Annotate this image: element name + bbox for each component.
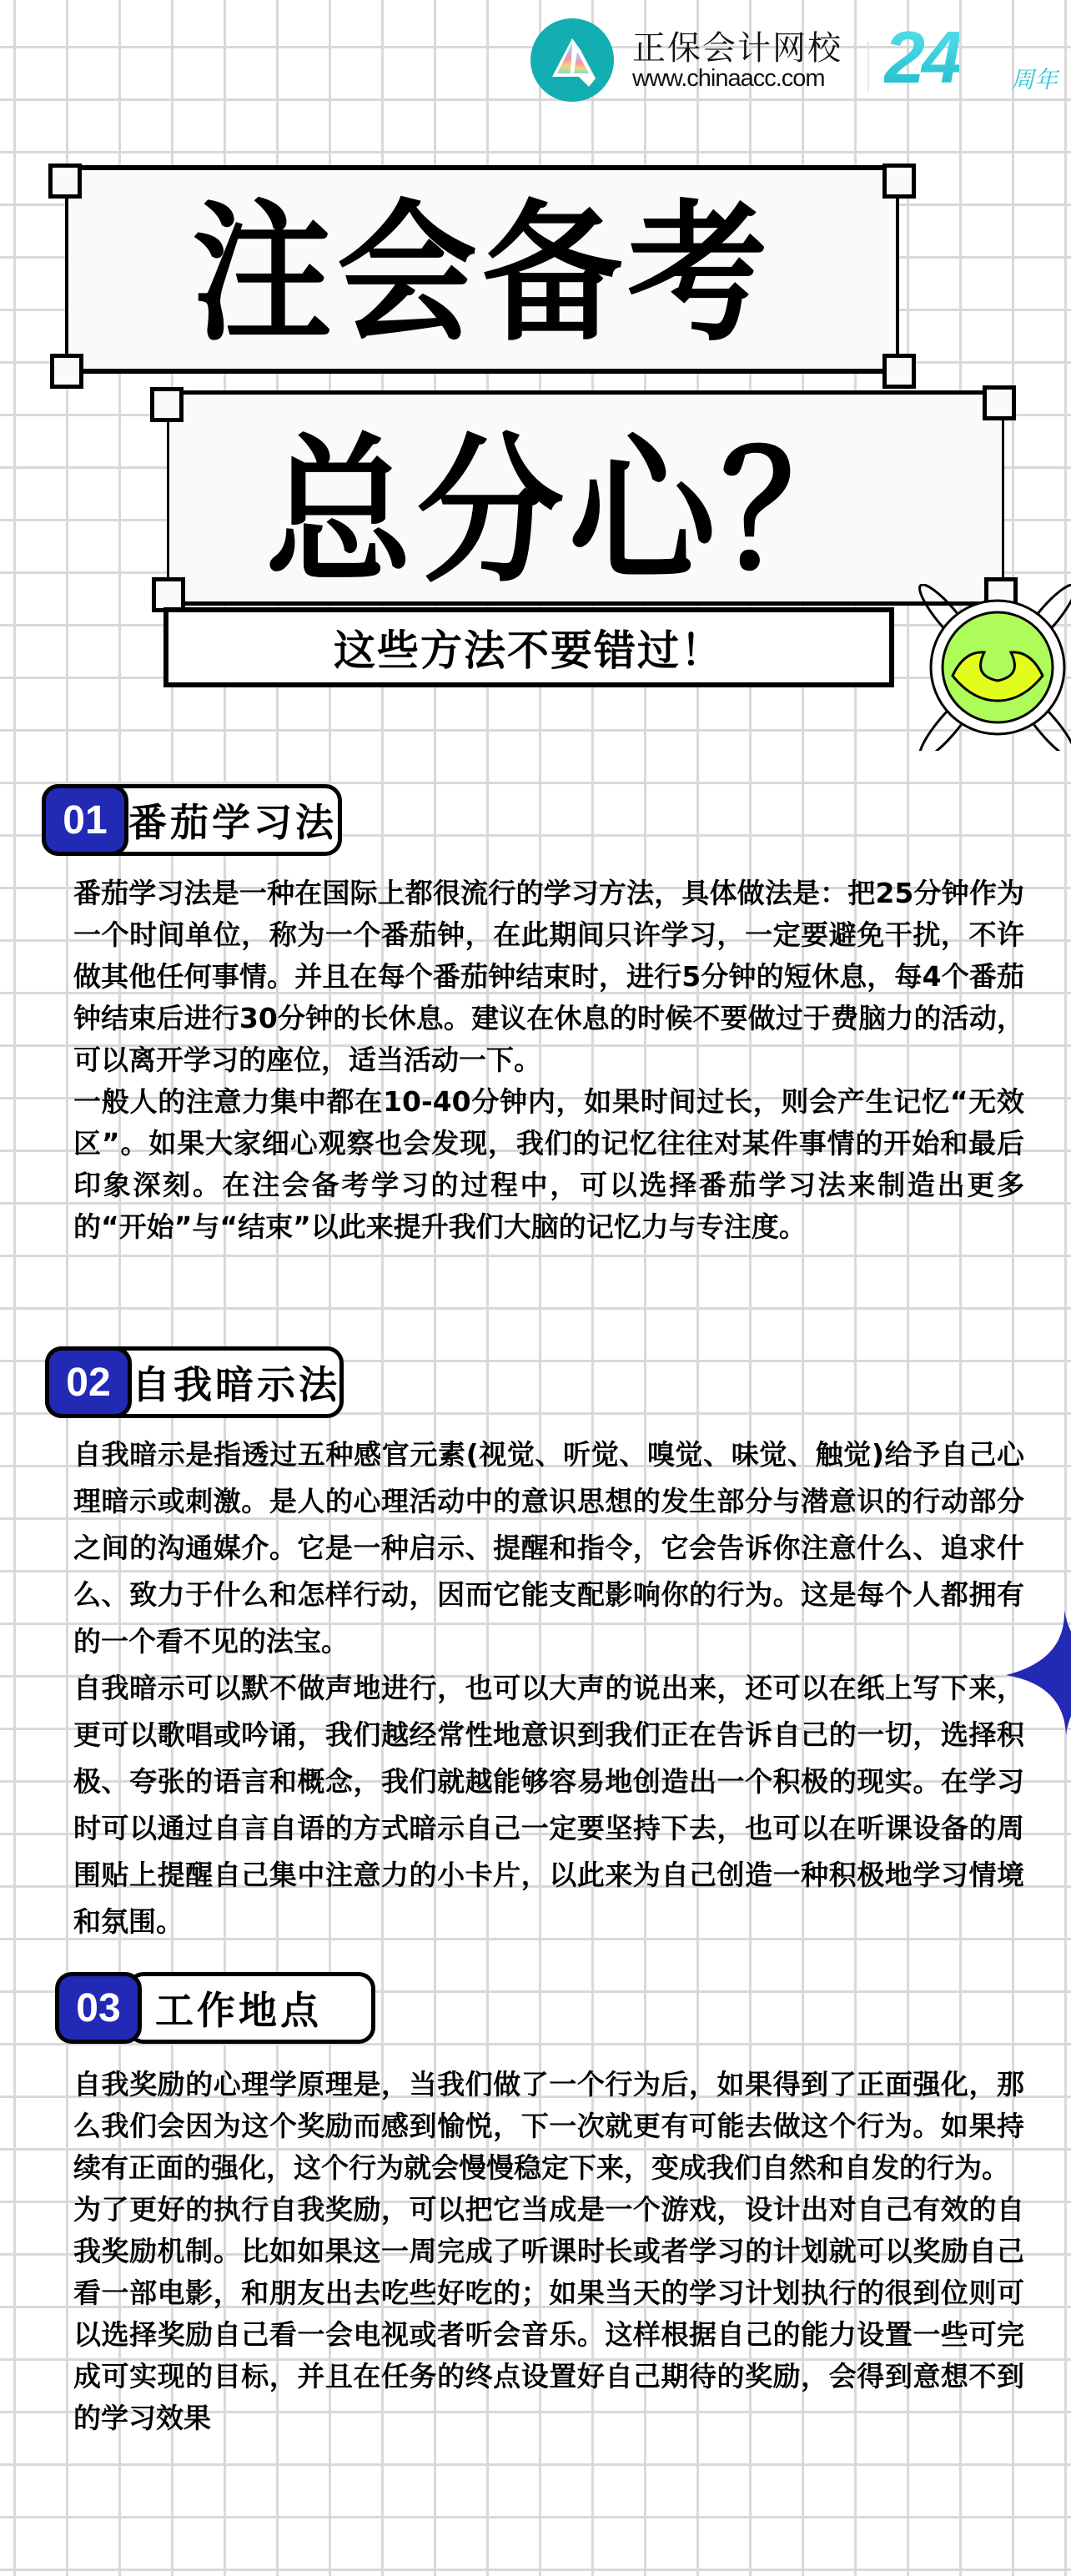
- anniversary-number: 24: [884, 16, 959, 98]
- paragraph: 为了更好的执行自我奖励，可以把它当成是一个游戏，设计出对自己有效的自我奖励机制。比如如果这一周完成了听课时长或者学习的计划就可以奖励自己看一部电影，和朋友出去吃些好吃的；如果当天的学习计划执行的很到位则可以选择奖励自己看一会电视或者听会音乐。这样根据自己的能力设置一些可完成可实现的目标，并且在任务的终点设置好自己期待的奖励，会得到意想不到的学习效果: [73, 2193, 1024, 2434]
- logo-icon: [530, 18, 614, 102]
- title-box-2: [167, 390, 1004, 606]
- anniversary-unit: 周年: [1011, 66, 1058, 93]
- paragraph: 自我暗示是指透过五种感官元素(视觉、听觉、嗅觉、味觉、触觉)给予自己心理暗示或刺激。是人的心理活动中的意识思想的发生部分与潜意识的行动部分之间的沟通媒介。它是一种启示、提醒和指令，它会告诉你注意什么、追求什么、致力于什么和怎样行动，因而它能支配影响你的行为。这是每个人都拥有的一个看不见的法宝。: [73, 1438, 1024, 1658]
- paragraph: 番茄学习法是一种在国际上都很流行的学习方法，具体做法是：把25分钟作为一个时间单位，称为一个番茄钟，在此期间只许学习，一定要避免干扰，不许做其他任何事情。并且在每个番茄钟结束时，进行5分钟的短休息，每4个番茄钟结束后进行30分钟的长休息。建议在休息的时候不要做过于费脑力的活动，可以离开学习的座位，适当活动一下。: [73, 877, 1024, 1076]
- frame-handle: [882, 164, 916, 199]
- section-title: 番茄学习法: [128, 800, 337, 845]
- section-number-badge: 03: [55, 1972, 142, 2044]
- section-title: 自我暗示法: [132, 1362, 340, 1407]
- section-body-03: [73, 2064, 1024, 2439]
- eye-badge-icon: [914, 584, 1071, 751]
- section-body-01: [73, 873, 1024, 1248]
- section-header-01: [42, 784, 342, 856]
- section-header-03: [55, 1972, 375, 2044]
- paragraph: 自我暗示可以默不做声地进行，也可以大声的说出来，还可以在纸上写下来，更可以歌唱或吟诵，我们越经常性地意识到我们正在告诉自己的一切，选择积极、夸张的语言和概念，我们就越能够容易地创造出一个积极的现实。在学习时可以通过自言自语的方式暗示自己一定要坚持下去，也可以在听课设备的周围贴上提醒自己集中注意力的小卡片，以此来为自己创造一种积极地学习情境和氛围。: [73, 1672, 1024, 1938]
- blue-star-icon: [1006, 1610, 1071, 1735]
- title-box-1: [65, 165, 899, 374]
- section-number-badge: 02: [45, 1346, 132, 1418]
- frame-handle: [150, 387, 184, 422]
- section-body-02: [73, 1431, 1024, 1945]
- section-number-badge: 01: [42, 784, 128, 856]
- section-title: 工作地点: [155, 1988, 322, 2033]
- frame-handle: [48, 164, 82, 199]
- hero-title-line-2: 总分心？: [264, 419, 872, 604]
- hero-title-line-1: 注会备考: [192, 184, 772, 362]
- chinaacc-logo: [530, 18, 614, 102]
- frame-handle: [983, 385, 1016, 420]
- hero-subtitle: 这些方法不要错过！: [334, 626, 724, 675]
- section-header-02: [45, 1346, 344, 1418]
- paragraph: 自我奖励的心理学原理是，当我们做了一个行为后，如果得到了正面强化，那么我们会因为这个奖励而感到愉悦，下一次就更有可能去做这个行为。如果持续有正面的强化，这个行为就会慢慢稳定下来，变成我们自然和自发的行为。: [73, 2068, 1024, 2184]
- brand-name: 正保会计网校: [632, 29, 842, 68]
- subtitle-box: [163, 607, 894, 687]
- frame-handle: [882, 354, 916, 389]
- frame-handle: [50, 354, 83, 389]
- header-divider: [867, 42, 869, 92]
- brand-url: www.chinaacc.com: [632, 65, 825, 92]
- paragraph: 一般人的注意力集中都在10-40分钟内，如果时间过长，则会产生记忆“无效区”。如果大家细心观察也会发现，我们的记忆往往对某件事情的开始和最后印象深刻。在注会备考学习的过程中，可以选择番茄学习法来制造出更多的“开始”与“结束”以此来提升我们大脑的记忆力与专注度。: [73, 1085, 1024, 1243]
